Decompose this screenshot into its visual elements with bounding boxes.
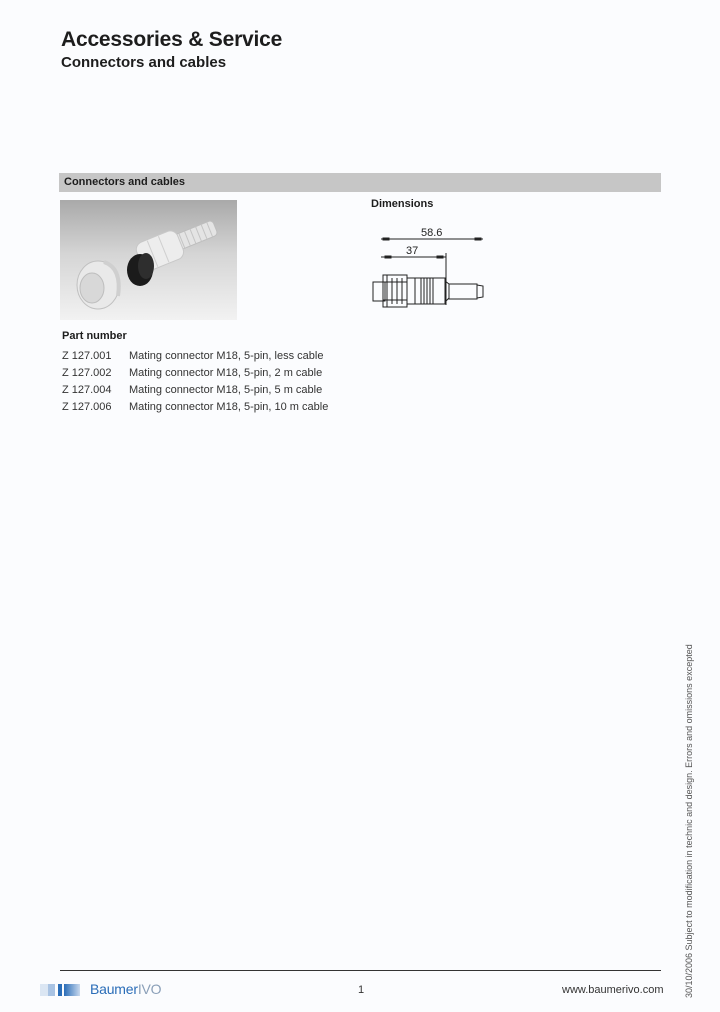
connector-drawing-icon xyxy=(365,225,495,315)
dimensions-label: Dimensions xyxy=(371,198,434,210)
part-code: Z 127.001 xyxy=(62,350,112,362)
part-code: Z 127.006 xyxy=(62,401,112,413)
part-description: Mating connector M18, 5-pin, 2 m cable xyxy=(129,367,323,379)
overall-length-label: 58.6 xyxy=(421,227,443,239)
website-link[interactable]: www.baumerivo.com xyxy=(562,984,664,996)
section-title: Connectors and cables xyxy=(64,176,186,188)
page-number: 1 xyxy=(358,984,365,996)
connector-photo-icon xyxy=(60,200,237,320)
part-description: Mating connector M18, 5-pin, 5 m cable xyxy=(129,384,323,396)
disclaimer-note: 30/10/2006 Subject to modification in technic and design. Errors and omissions excepted xyxy=(684,644,694,998)
footer-divider xyxy=(60,970,661,971)
part-description: Mating connector M18, 5-pin, 10 m cable xyxy=(129,401,329,413)
brand-suffix: IVO xyxy=(137,981,162,997)
body-length-label: 37 xyxy=(406,245,419,257)
part-description: Mating connector M18, 5-pin, less cable xyxy=(129,350,324,362)
part-code: Z 127.004 xyxy=(62,384,112,396)
product-photo xyxy=(60,200,237,320)
part-code: Z 127.002 xyxy=(62,367,112,379)
part-number-header: Part number xyxy=(62,330,127,342)
brand-logo-bars-icon xyxy=(40,984,80,996)
page-subtitle: Connectors and cables xyxy=(61,54,227,71)
dimension-drawing xyxy=(365,225,495,320)
section-header-bar xyxy=(59,173,661,192)
brand-logo xyxy=(90,981,161,997)
page-title: Accessories & Service xyxy=(61,28,283,51)
brand-name: Baumer xyxy=(90,981,138,997)
